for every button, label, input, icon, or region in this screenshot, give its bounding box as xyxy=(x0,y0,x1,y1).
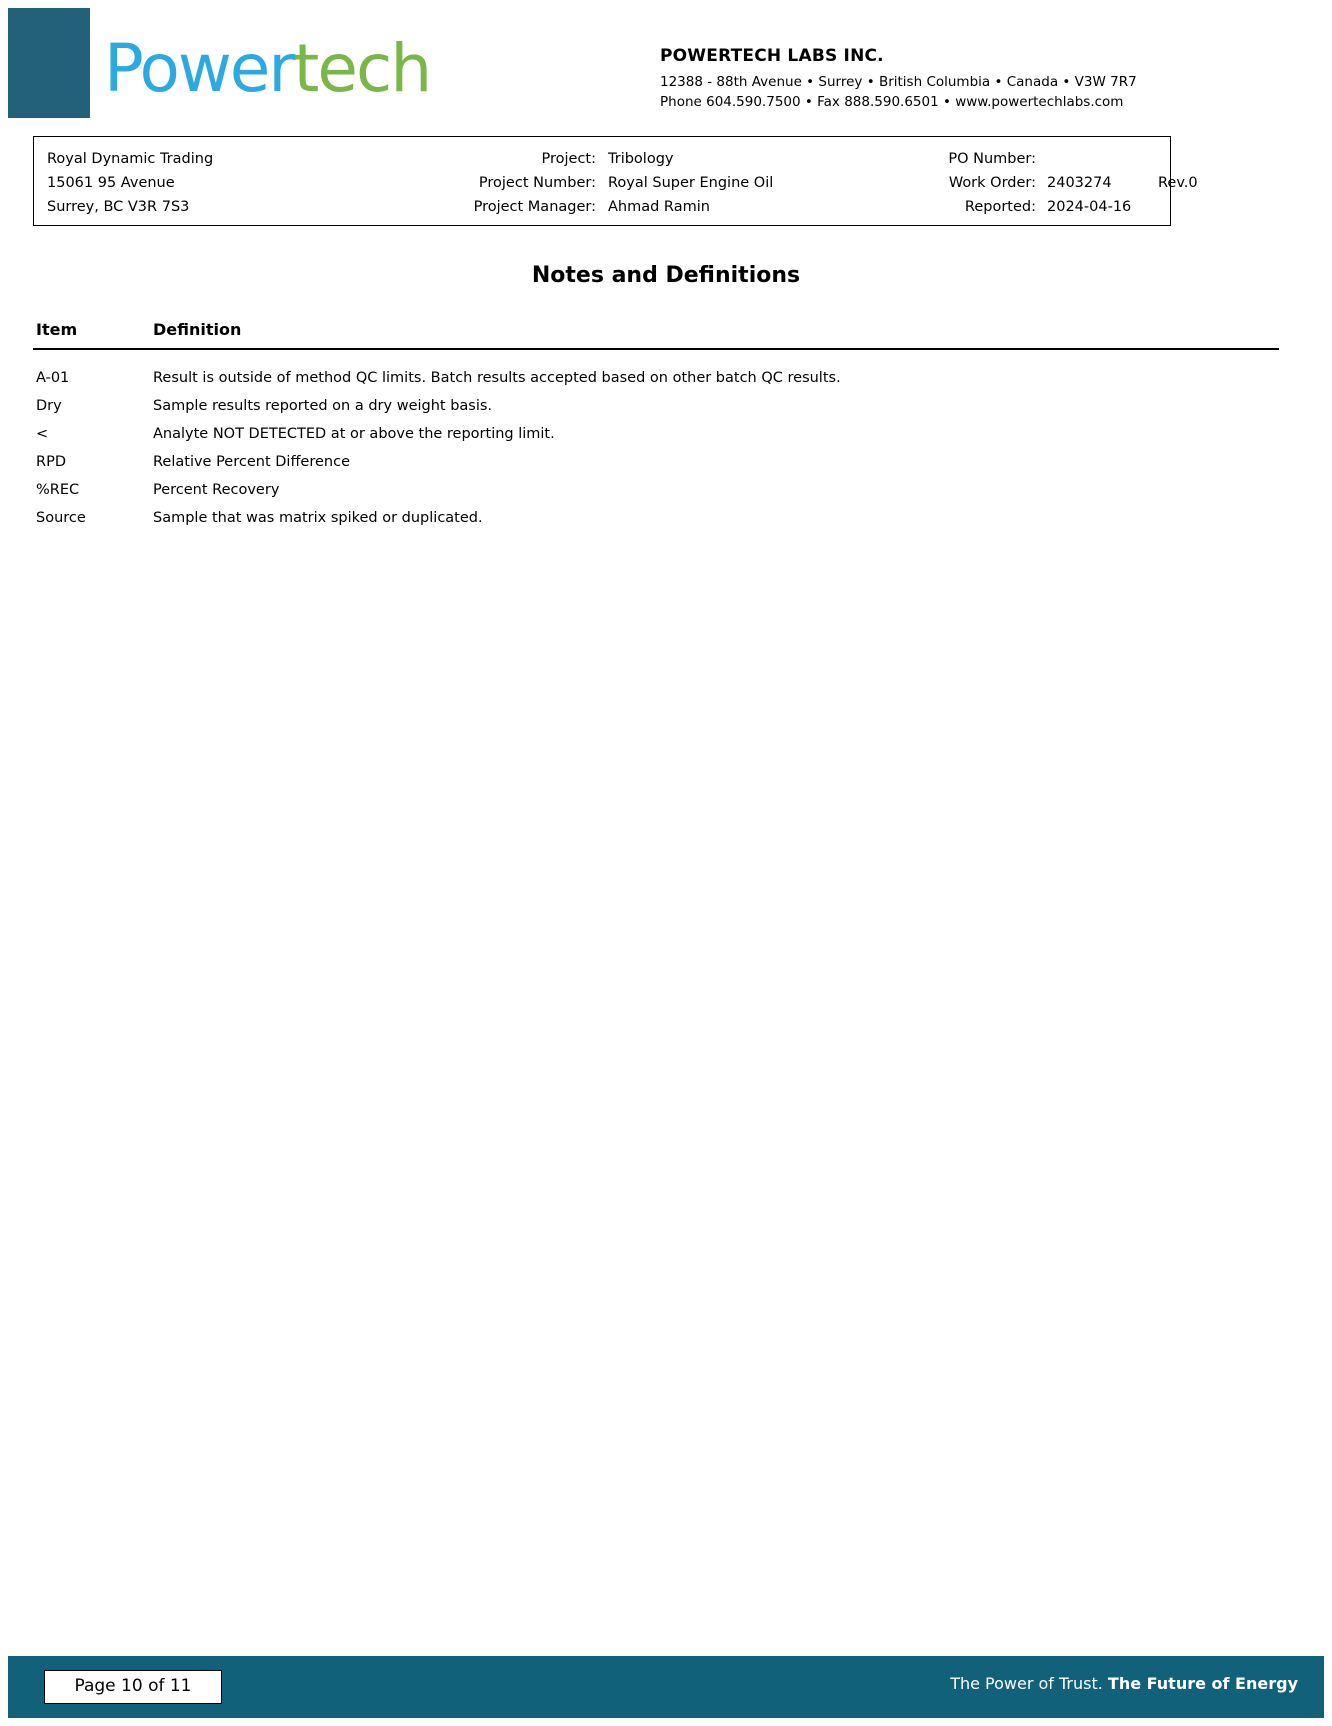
table-row xyxy=(33,448,1279,476)
table-row xyxy=(33,392,1279,420)
table-row xyxy=(33,364,1279,392)
row-item: Dry xyxy=(36,398,62,414)
header-top-rule xyxy=(8,8,1324,10)
revision-value: Rev.0 xyxy=(1158,175,1198,191)
row-item: Source xyxy=(36,510,86,526)
column-header-item: Item xyxy=(36,320,78,339)
info-row xyxy=(34,171,1198,195)
column-header-definition: Definition xyxy=(153,320,242,339)
project-manager-label: Project Manager: xyxy=(473,199,596,215)
info-row xyxy=(34,147,1170,171)
company-info xyxy=(660,46,1320,112)
tagline-bold: The Future of Energy xyxy=(1107,1674,1298,1693)
logo-text-tech: tech xyxy=(293,30,431,107)
company-contact: Phone 604.590.7500 • Fax 888.590.6501 • www.powertechlabs.com xyxy=(660,94,1124,110)
page-title: Notes and Definitions xyxy=(531,263,801,288)
info-row xyxy=(34,195,1170,219)
powertech-logo xyxy=(104,30,431,107)
table-row xyxy=(33,420,1279,448)
document-header xyxy=(0,0,1332,128)
row-definition: Sample results reported on a dry weight basis. xyxy=(153,398,493,414)
row-definition: Sample that was matrix spiked or duplicated. xyxy=(153,510,483,526)
reported-value: 2024-04-16 xyxy=(1047,199,1132,215)
table-header-rule xyxy=(33,348,1279,350)
table-row xyxy=(33,476,1279,504)
footer-tagline xyxy=(950,1674,1298,1693)
po-number-label: PO Number: xyxy=(948,151,1036,167)
report-info-box xyxy=(33,136,1198,226)
company-name: POWERTECH LABS INC. xyxy=(660,46,884,66)
project-number-label: Project Number: xyxy=(478,175,596,191)
row-definition: Percent Recovery xyxy=(153,482,280,498)
client-address: 15061 95 Avenue xyxy=(47,175,175,191)
row-definition: Relative Percent Difference xyxy=(153,454,351,470)
row-definition: Result is outside of method QC limits. Batch results accepted based on other batch QC results. xyxy=(153,370,841,386)
project-label: Project: xyxy=(541,151,596,167)
company-address: 12388 - 88th Avenue • Surrey • British Columbia • Canada • V3W 7R7 xyxy=(660,74,1137,90)
row-item: %REC xyxy=(36,482,80,498)
client-city: Surrey, BC V3R 7S3 xyxy=(47,199,190,215)
row-item: < xyxy=(36,426,49,442)
table-body xyxy=(33,364,1279,532)
table-header-row xyxy=(33,320,1279,346)
row-definition: Analyte NOT DETECTED at or above the reporting limit. xyxy=(153,426,555,442)
table-row xyxy=(33,504,1279,532)
document-footer xyxy=(8,1656,1324,1718)
project-number-value: Royal Super Engine Oil xyxy=(608,175,774,191)
project-value: Tribology xyxy=(608,151,674,167)
row-item: RPD xyxy=(36,454,66,470)
row-item: A-01 xyxy=(36,370,70,386)
tagline-normal: The Power of Trust. xyxy=(950,1674,1108,1693)
page-number-badge: Page 10 of 11 xyxy=(44,1670,222,1704)
work-order-value: 2403274 xyxy=(1047,175,1112,191)
logo-text-power: Power xyxy=(104,30,294,107)
reported-label: Reported: xyxy=(964,199,1036,215)
work-order-label: Work Order: xyxy=(948,175,1036,191)
client-name: Royal Dynamic Trading xyxy=(47,151,214,167)
header-accent-block xyxy=(8,8,90,118)
project-manager-value: Ahmad Ramin xyxy=(608,199,710,215)
notes-and-definitions-table xyxy=(33,320,1279,526)
